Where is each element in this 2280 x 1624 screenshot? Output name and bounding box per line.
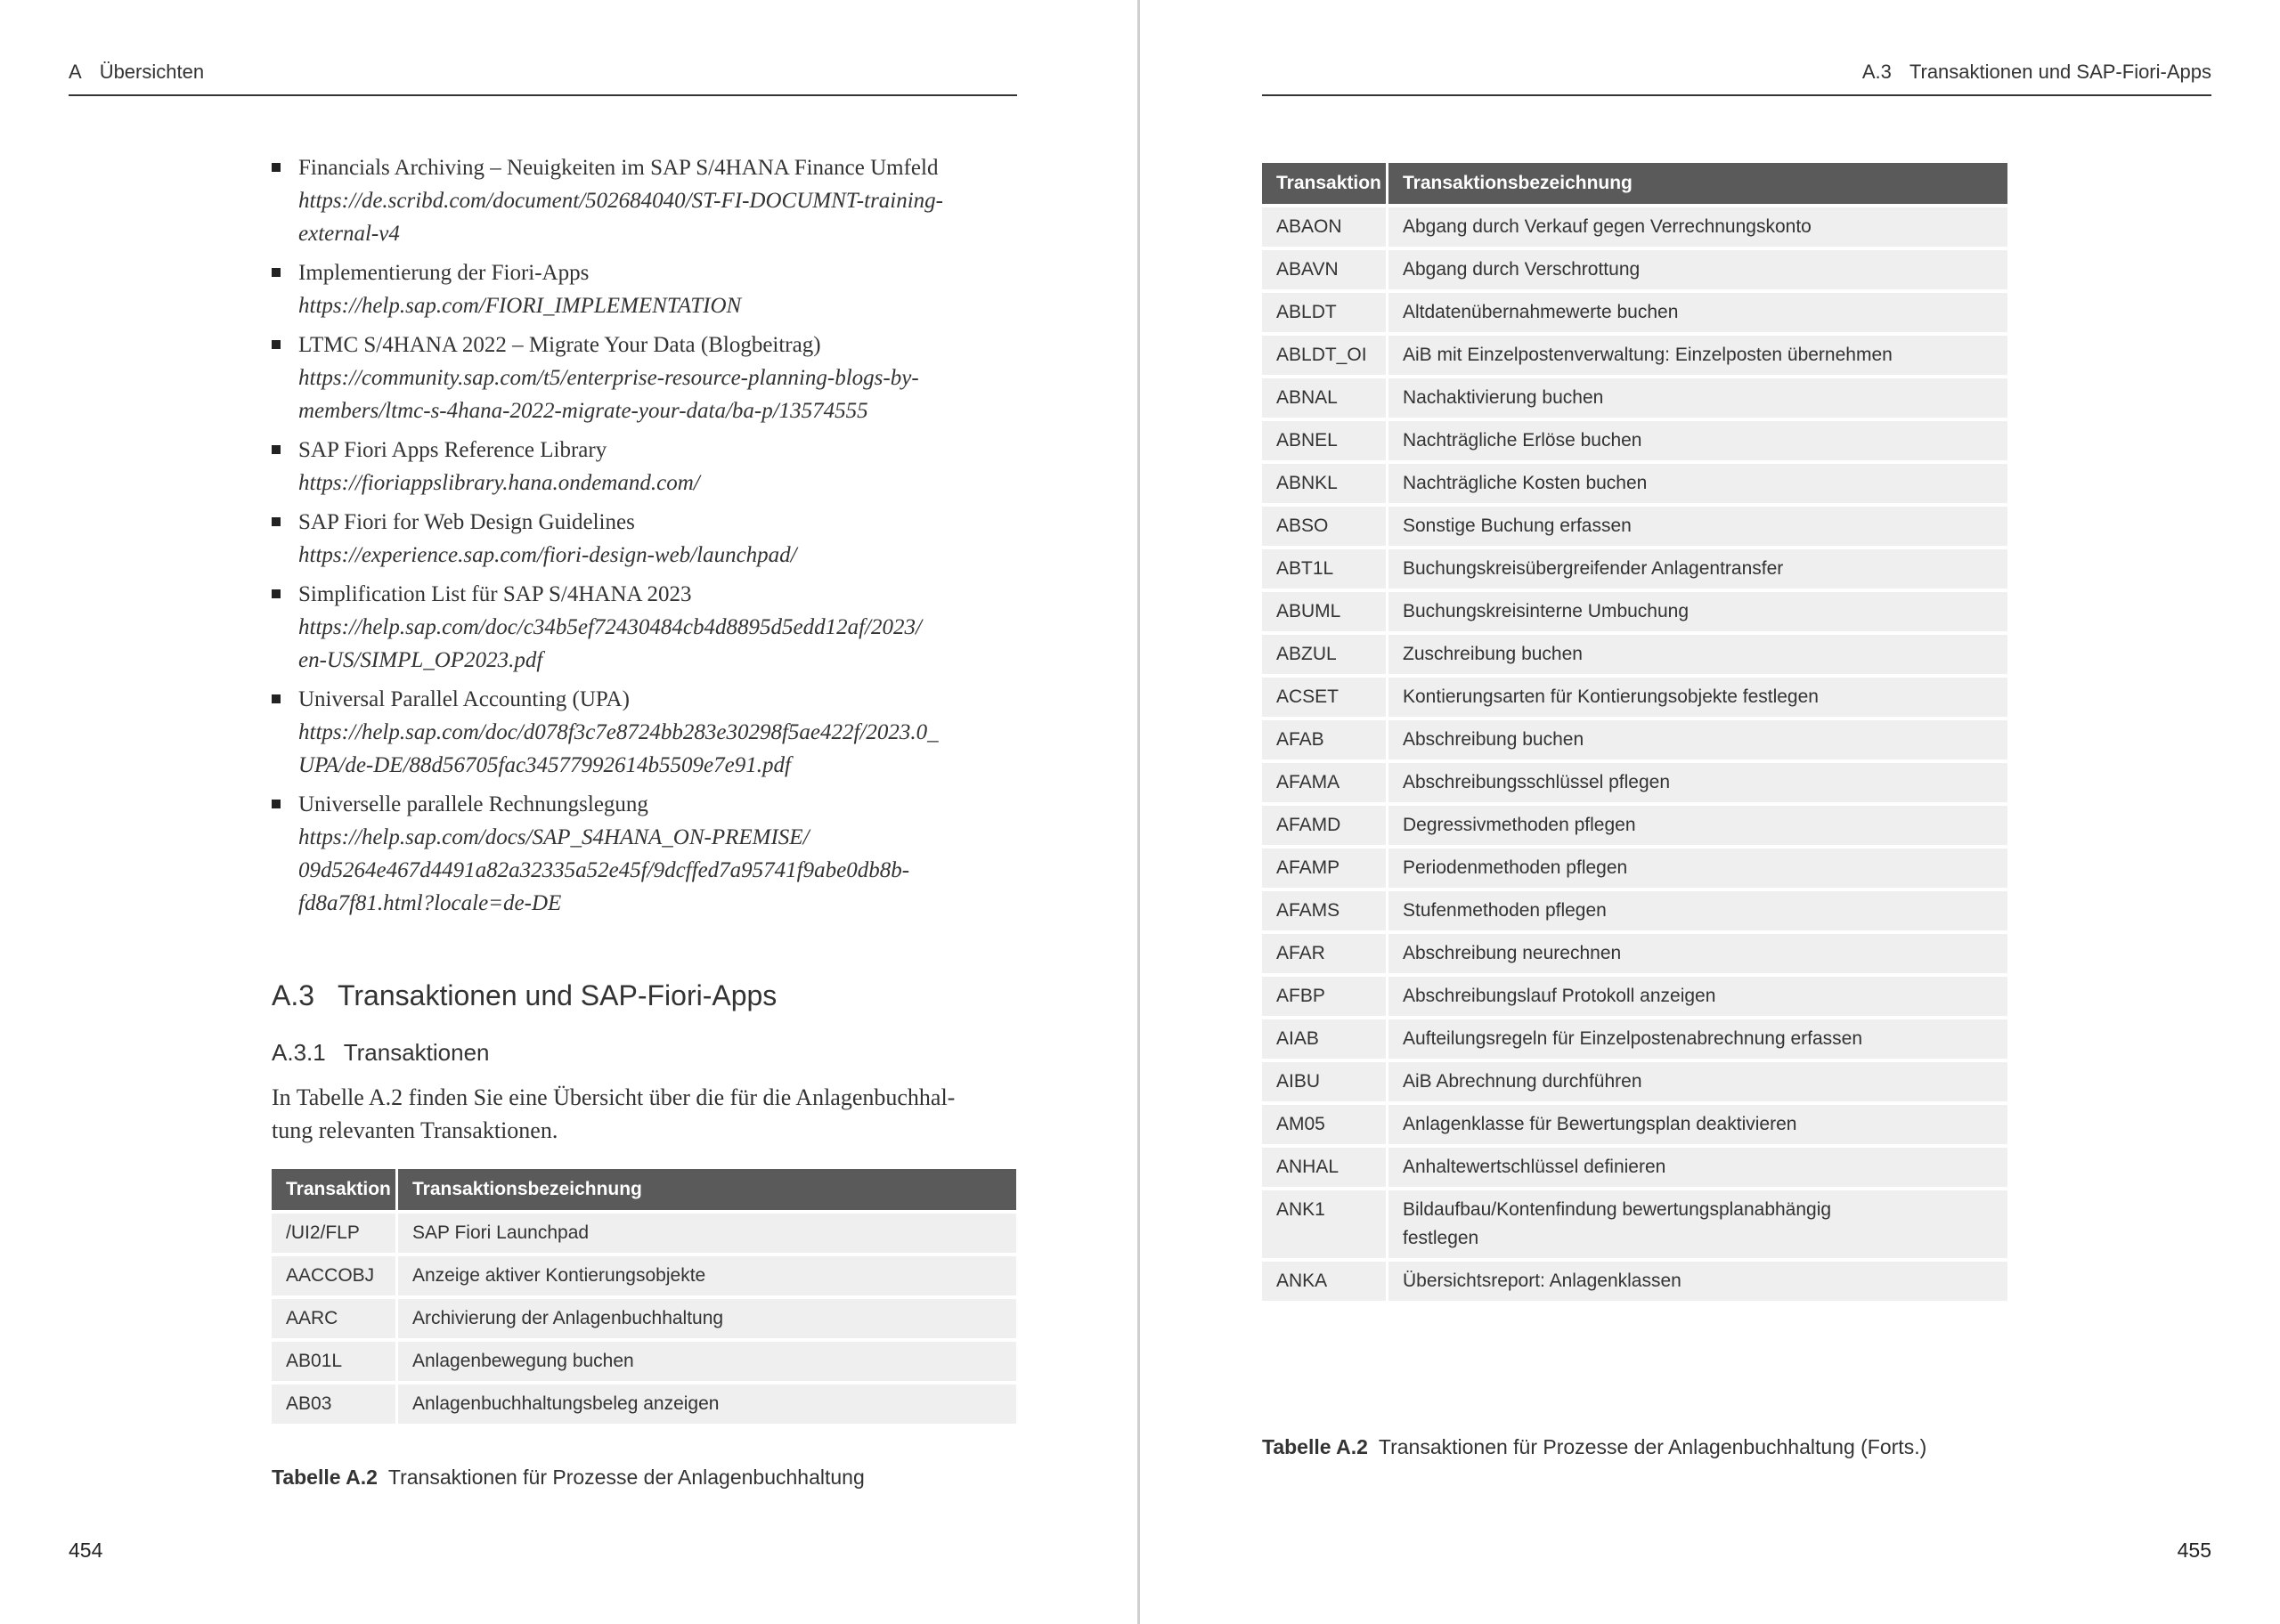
bullet-square-icon [272, 589, 281, 598]
transaction-code-cell: AB01L [272, 1338, 398, 1381]
section-number: A.3 [272, 979, 315, 1011]
bullet-url-link[interactable]: fd8a7f81.html?locale=de-DE [298, 891, 562, 915]
transaction-code-cell: /UI2/FLP [272, 1210, 398, 1253]
column-header-transaction: Transaktion [1262, 163, 1388, 204]
bullet-item [272, 151, 1020, 250]
transactions-table [272, 1169, 1016, 1424]
transaction-code-cell: AARC [272, 1295, 398, 1338]
column-header-description: Transaktionsbezeichnung [398, 1169, 1016, 1210]
table-row [272, 1381, 1016, 1424]
transaction-code-cell: AIAB [1262, 1016, 1388, 1059]
transaction-description-cell: Abschreibung neurechnen [1388, 930, 2007, 973]
bullet-item [272, 683, 1020, 782]
transaction-code-cell: AB03 [272, 1381, 398, 1424]
header-chapter-title: Übersichten [99, 61, 205, 83]
page-number: 455 [2177, 1539, 2211, 1562]
transaction-code-cell: ACSET [1262, 674, 1388, 717]
intro-paragraph [272, 1081, 1020, 1147]
link-bullet-list [272, 151, 1020, 926]
bullet-url-link[interactable]: 09d5264e467d4491a82a32335a52e45f/9dcffed7a95741f9abe0db8b- [298, 858, 910, 882]
bullet-url-link[interactable]: https://community.sap.com/t5/enterprise-resource-planning-blogs-by- [298, 366, 919, 390]
transaction-description-cell: AiB mit Einzelpostenverwaltung: Einzelposten übernehmen [1388, 332, 2007, 375]
transaction-code-cell: AFAMA [1262, 759, 1388, 802]
transaction-description-cell: Buchungskreisübergreifender Anlagentransfer [1388, 546, 2007, 589]
bullet-item [272, 788, 1020, 920]
table-row [1262, 1059, 2007, 1101]
intro-line: tung relevanten Transaktionen. [272, 1117, 558, 1143]
bullet-url-link[interactable]: https://help.sap.com/FIORI_IMPLEMENTATION [298, 294, 742, 318]
subsection-heading [272, 1039, 490, 1067]
transaction-description-cell: Zuschreibung buchen [1388, 631, 2007, 674]
bullet-square-icon [272, 268, 281, 277]
table-row [1262, 503, 2007, 546]
transaction-description-cell: Übersichtsreport: Anlagenklassen [1388, 1258, 2007, 1301]
bullet-url-link[interactable]: https://fioriappslibrary.hana.ondemand.com/ [298, 471, 700, 495]
bullet-url-link[interactable]: https://experience.sap.com/fiori-design-web/launchpad/ [298, 543, 797, 567]
subsection-number: A.3.1 [272, 1039, 326, 1066]
transaction-code-cell: AFBP [1262, 973, 1388, 1016]
transaction-description-cell: Archivierung der Anlagenbuchhaltung [398, 1295, 1016, 1338]
transaction-code-cell: AACCOBJ [272, 1253, 398, 1295]
section-heading [272, 979, 777, 1012]
table-row [272, 1210, 1016, 1253]
table-row [1262, 589, 2007, 631]
transaction-description-cell: Abgang durch Verkauf gegen Verrechnungskonto [1388, 204, 2007, 247]
transaction-code-cell: AFAB [1262, 717, 1388, 759]
transaction-description-cell: Bildaufbau/Kontenfindung bewertungsplanabhängig festlegen [1388, 1187, 2007, 1258]
bullet-square-icon [272, 163, 281, 172]
table-row [1262, 888, 2007, 930]
table-row [1262, 460, 2007, 503]
transaction-code-cell: ABAON [1262, 204, 1388, 247]
transactions-table-continued [1262, 163, 2007, 1301]
bullet-url-link[interactable]: https://help.sap.com/doc/c34b5ef72430484cb4d8895d5edd12af/2023/ [298, 615, 922, 639]
transaction-code-cell: ABLDT_OI [1262, 332, 1388, 375]
table-row [272, 1253, 1016, 1295]
table-row [1262, 845, 2007, 888]
transaction-code-cell: ABNAL [1262, 375, 1388, 418]
bullet-square-icon [272, 800, 281, 808]
transaction-code-cell: ABNKL [1262, 460, 1388, 503]
bullet-item [272, 256, 1020, 322]
transaction-description-cell: Anlagenklasse für Bewertungsplan deaktivieren [1388, 1101, 2007, 1144]
bullet-url-link[interactable]: https://help.sap.com/doc/d078f3c7e8724bb283e30298f5ae422f/2023.0_ [298, 720, 939, 744]
transaction-description-cell: Nachträgliche Erlöse buchen [1388, 418, 2007, 460]
bullet-url-link[interactable]: en-US/SIMPL_OP2023.pdf [298, 648, 543, 672]
left-page [0, 0, 1138, 1624]
bullet-title: Universelle parallele Rechnungslegung [298, 792, 648, 816]
bullet-url-link[interactable]: members/ltmc-s-4hana-2022-migrate-your-data/ba-p/13574555 [298, 399, 868, 423]
transaction-code-cell: AFAMS [1262, 888, 1388, 930]
transaction-description-cell: Kontierungsarten für Kontierungsobjekte festlegen [1388, 674, 2007, 717]
bullet-square-icon [272, 340, 281, 349]
transaction-description-cell: Nachträgliche Kosten buchen [1388, 460, 2007, 503]
intro-line: In Tabelle A.2 finden Sie eine Übersicht über die für die Anlagenbuchhal- [272, 1084, 956, 1110]
table-header-row [272, 1169, 1016, 1210]
transaction-description-cell: Anlagenbuchhaltungsbeleg anzeigen [398, 1381, 1016, 1424]
table-row [1262, 973, 2007, 1016]
subsection-title: Transaktionen [343, 1039, 490, 1066]
bullet-title: Financials Archiving – Neuigkeiten im SAP S/4HANA Finance Umfeld [298, 156, 939, 180]
bullet-url-link[interactable]: external-v4 [298, 222, 400, 246]
transaction-description-cell: Anzeige aktiver Kontierungsobjekte [398, 1253, 1016, 1295]
bullet-url-link[interactable]: UPA/de-DE/88d56705fac34577992614b5509e7e91.pdf [298, 753, 791, 777]
table-row [1262, 1187, 2007, 1258]
bullet-url-link[interactable]: https://de.scribd.com/document/502684040/ST-FI-DOCUMNT-training- [298, 189, 944, 213]
header-rule [69, 94, 1017, 96]
transaction-description-cell: Abgang durch Verschrottung [1388, 247, 2007, 289]
table-row [1262, 332, 2007, 375]
transaction-description-cell: SAP Fiori Launchpad [398, 1210, 1016, 1253]
table-row [1262, 674, 2007, 717]
table-row [1262, 1258, 2007, 1301]
table-row [272, 1295, 1016, 1338]
table-row [1262, 375, 2007, 418]
section-title: Transaktionen und SAP-Fiori-Apps [338, 979, 778, 1011]
transaction-description-cell: Stufenmethoden pflegen [1388, 888, 2007, 930]
table-row [1262, 546, 2007, 589]
bullet-url-link[interactable]: https://help.sap.com/docs/SAP_S4HANA_ON-PREMISE/ [298, 825, 810, 849]
bullet-title: SAP Fiori Apps Reference Library [298, 438, 607, 462]
table-caption [272, 1466, 865, 1490]
transaction-description-cell: Nachaktivierung buchen [1388, 375, 2007, 418]
transaction-description-cell: Periodenmethoden pflegen [1388, 845, 2007, 888]
transaction-code-cell: AFAMD [1262, 802, 1388, 845]
table-row [1262, 289, 2007, 332]
running-header-left [69, 61, 204, 84]
bullet-title: Simplification List für SAP S/4HANA 2023 [298, 582, 692, 606]
bullet-title: SAP Fiori for Web Design Guidelines [298, 510, 635, 534]
transaction-code-cell: ANKA [1262, 1258, 1388, 1301]
transaction-description-cell: AiB Abrechnung durchführen [1388, 1059, 2007, 1101]
table-row [1262, 204, 2007, 247]
column-header-transaction: Transaktion [272, 1169, 398, 1210]
table-caption [1262, 1435, 1926, 1459]
transaction-code-cell: AFAR [1262, 930, 1388, 973]
caption-label: Tabelle A.2 [272, 1466, 378, 1489]
page-number: 454 [69, 1539, 103, 1562]
bullet-title: Universal Parallel Accounting (UPA) [298, 687, 630, 711]
bullet-square-icon [272, 445, 281, 454]
header-section-title: Transaktionen und SAP-Fiori-Apps [1909, 61, 2211, 83]
transaction-description-cell: Degressivmethoden pflegen [1388, 802, 2007, 845]
bullet-square-icon [272, 517, 281, 526]
bullet-title: Implementierung der Fiori-Apps [298, 261, 590, 285]
transaction-code-cell: AFAMP [1262, 845, 1388, 888]
caption-text: Transaktionen für Prozesse der Anlagenbuchhaltung (Forts.) [1378, 1435, 1927, 1458]
right-page [1140, 0, 2280, 1624]
column-header-description: Transaktionsbezeichnung [1388, 163, 2007, 204]
transaction-code-cell: ABUML [1262, 589, 1388, 631]
transaction-description-cell: Abschreibungslauf Protokoll anzeigen [1388, 973, 2007, 1016]
transaction-description-cell: Aufteilungsregeln für Einzelpostenabrechnung erfassen [1388, 1016, 2007, 1059]
running-header-right [1862, 61, 2211, 84]
table-row [1262, 1101, 2007, 1144]
transaction-description-cell: Abschreibung buchen [1388, 717, 2007, 759]
table-row [272, 1338, 1016, 1381]
transaction-description-cell: Altdatenübernahmewerte buchen [1388, 289, 2007, 332]
transaction-description-cell: Anlagenbewegung buchen [398, 1338, 1016, 1381]
header-rule [1262, 94, 2211, 96]
transaction-code-cell: ABNEL [1262, 418, 1388, 460]
transaction-code-cell: AM05 [1262, 1101, 1388, 1144]
table-row [1262, 631, 2007, 674]
transaction-code-cell: ABLDT [1262, 289, 1388, 332]
transaction-code-cell: ABSO [1262, 503, 1388, 546]
table-row [1262, 418, 2007, 460]
caption-label: Tabelle A.2 [1262, 1435, 1368, 1458]
bullet-square-icon [272, 694, 281, 703]
table-row [1262, 759, 2007, 802]
bullet-item [272, 506, 1020, 572]
table-row [1262, 1144, 2007, 1187]
table-row [1262, 247, 2007, 289]
transaction-code-cell: ABT1L [1262, 546, 1388, 589]
header-section-number: A.3 [1861, 61, 1892, 83]
transaction-code-cell: AIBU [1262, 1059, 1388, 1101]
caption-text: Transaktionen für Prozesse der Anlagenbuchhaltung [387, 1466, 865, 1489]
table-header-row [1262, 163, 2007, 204]
transaction-description-cell: Abschreibungsschlüssel pflegen [1388, 759, 2007, 802]
table-row [1262, 1016, 2007, 1059]
transaction-code-cell: ANHAL [1262, 1144, 1388, 1187]
header-chapter-number: A [69, 61, 82, 83]
transaction-code-cell: ABZUL [1262, 631, 1388, 674]
transaction-description-cell: Anhaltewertschlüssel definieren [1388, 1144, 2007, 1187]
table-row [1262, 930, 2007, 973]
transaction-description-cell: Buchungskreisinterne Umbuchung [1388, 589, 2007, 631]
transaction-description-cell: Sonstige Buchung erfassen [1388, 503, 2007, 546]
bullet-item [272, 578, 1020, 677]
transaction-code-cell: ABAVN [1262, 247, 1388, 289]
bullet-item [272, 434, 1020, 499]
bullet-title: LTMC S/4HANA 2022 – Migrate Your Data (Blogbeitrag) [298, 333, 821, 357]
table-row [1262, 802, 2007, 845]
bullet-item [272, 329, 1020, 427]
table-row [1262, 717, 2007, 759]
transaction-code-cell: ANK1 [1262, 1187, 1388, 1258]
